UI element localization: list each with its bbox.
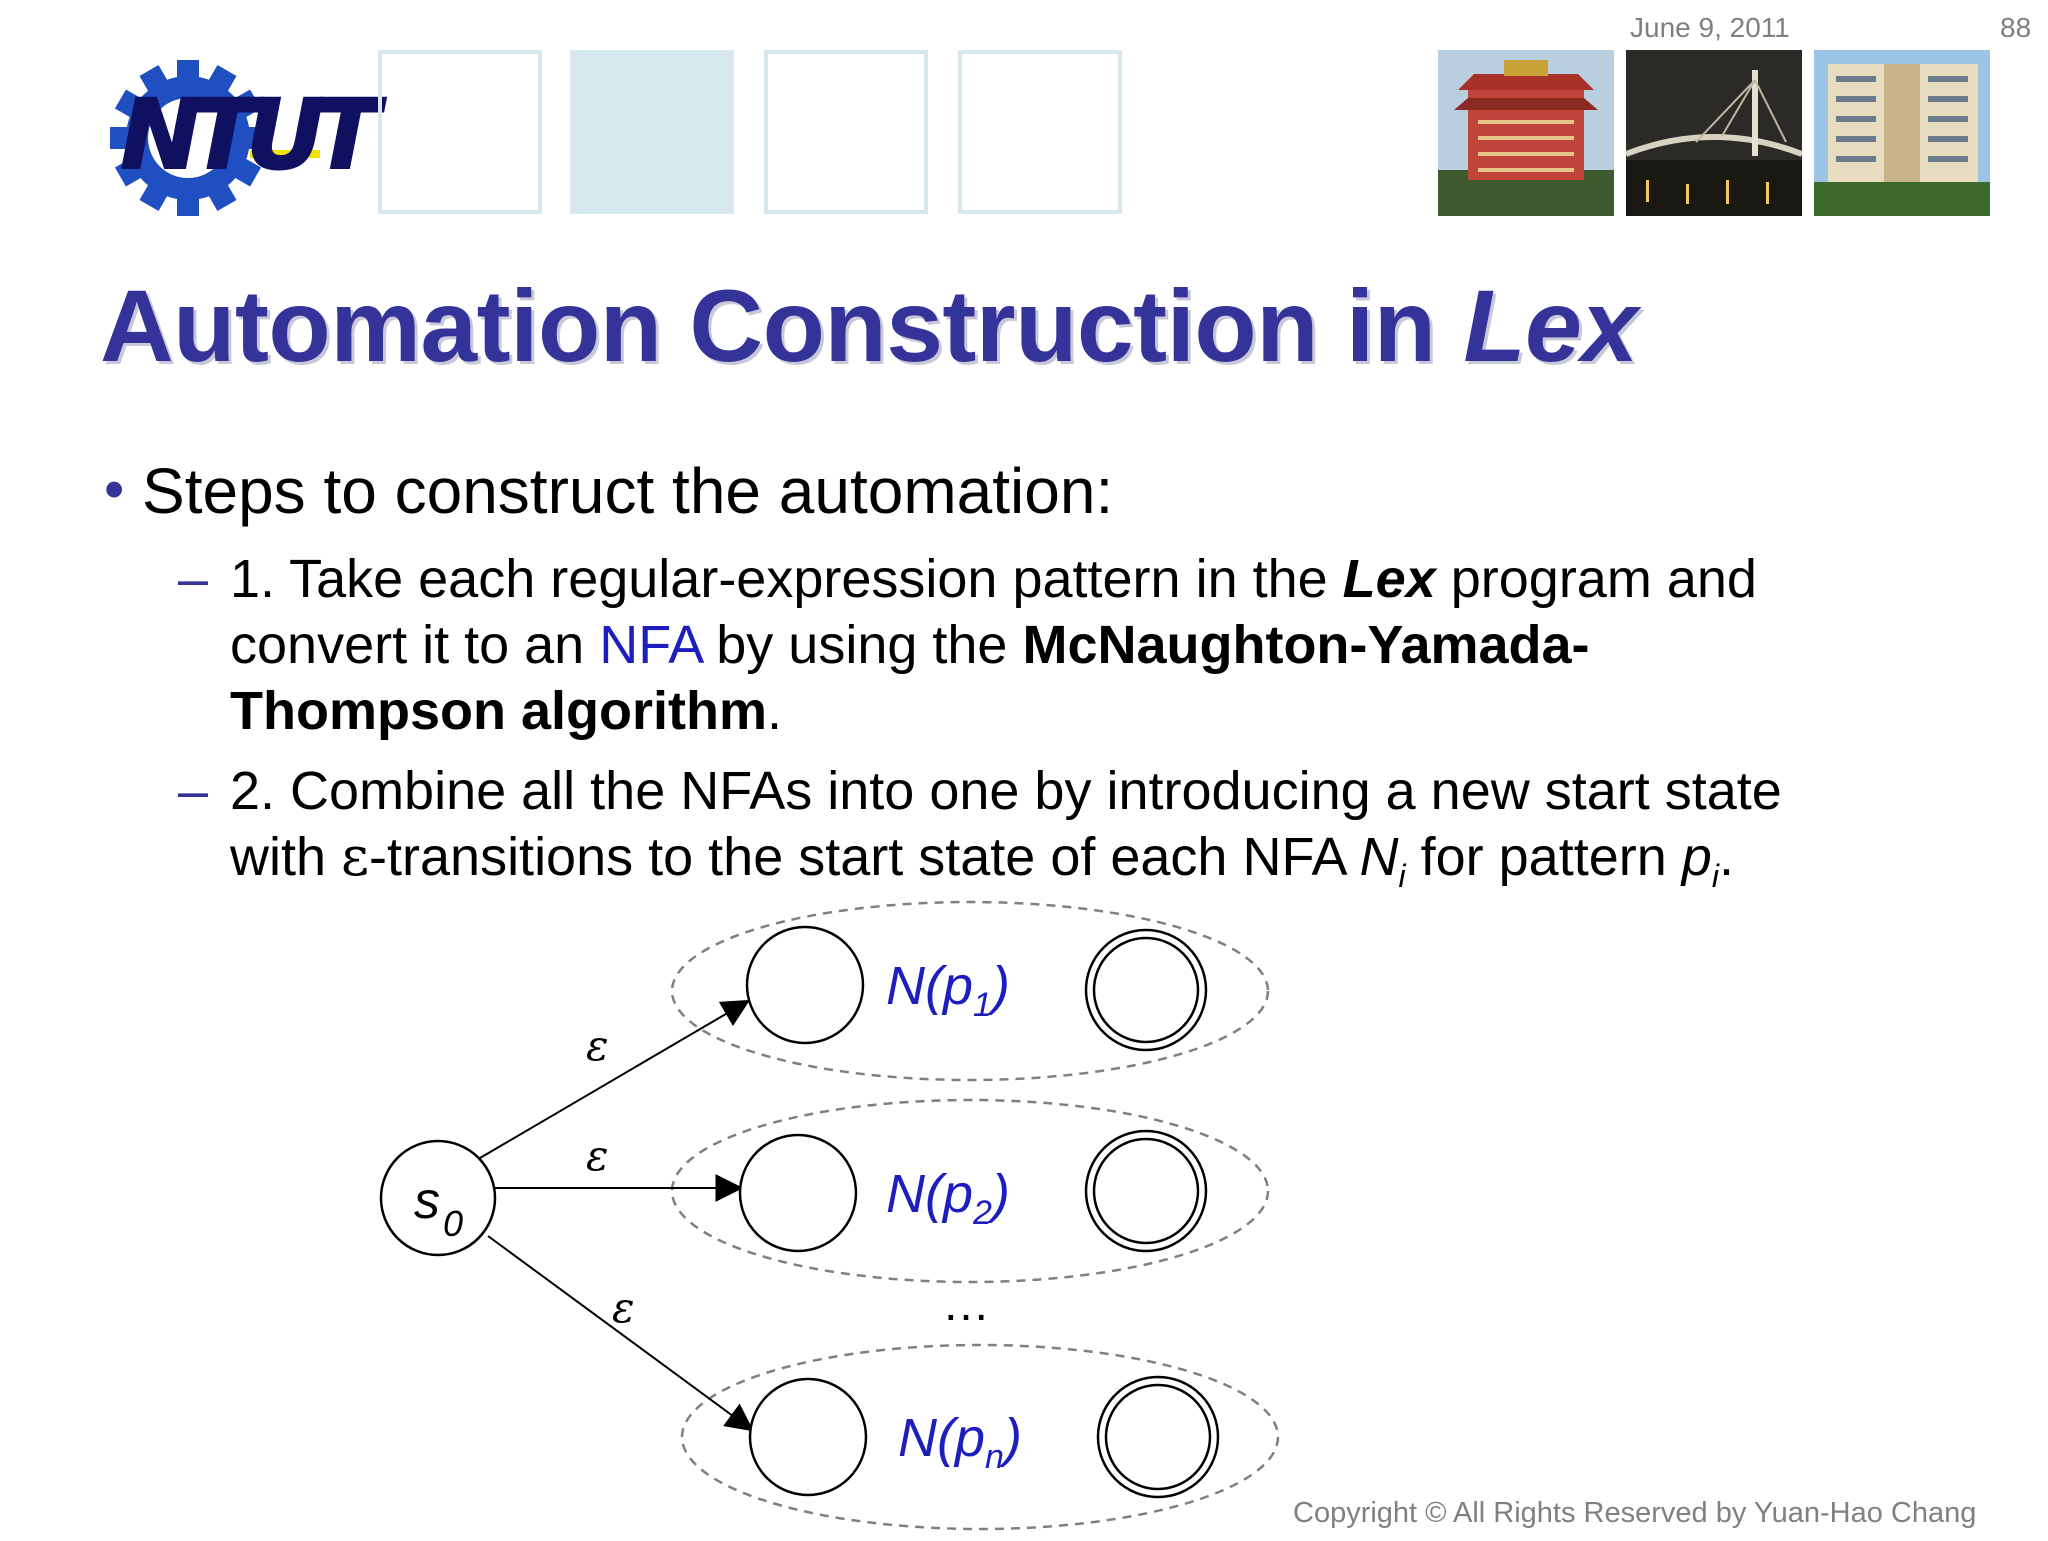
bullet-marker: •	[104, 457, 125, 522]
logo-lettering: NTUT	[120, 79, 370, 191]
nfa-2-start-state	[740, 1135, 856, 1251]
nfa-1-label: $N(p_1)$	[886, 956, 1010, 1024]
nfa-n-label: $N(p_n)$	[898, 1408, 1022, 1476]
title-text: Automation Construction in	[100, 269, 1464, 383]
decorative-square	[958, 50, 1122, 214]
university-logo	[100, 48, 370, 218]
more-nfas-ellipsis: …	[942, 1278, 990, 1331]
decorative-square	[378, 50, 542, 214]
start-state-label: s	[414, 1172, 440, 1230]
start-state-subscript: 0	[443, 1203, 464, 1244]
step1-line1: 1. Take each regular-expression pattern in the Lex program and	[230, 549, 1757, 609]
dash-marker: –	[178, 761, 209, 821]
algorithm-name: McNaughton-Yamada-	[1022, 615, 1590, 675]
step1-line2: convert it to an NFA by using the McNaughton-Yamada-	[230, 615, 1590, 675]
epsilon-transition-n	[488, 1236, 752, 1430]
nfa-2-accept-state	[1086, 1131, 1206, 1251]
nfa-2-label: $N(p_2)$	[886, 1164, 1010, 1232]
slide-date: June 9, 2011	[1630, 12, 1790, 43]
step1-line3: Thompson algorithm.	[230, 681, 782, 741]
lex-emphasis: Lex	[1342, 549, 1436, 609]
nfa-term: NFA	[599, 615, 702, 675]
photo-grand-hotel	[1438, 50, 1614, 216]
epsilon-label-2: ε	[586, 1131, 609, 1180]
dash-marker: –	[178, 549, 209, 609]
epsilon-label-n: ε	[612, 1283, 635, 1332]
slide-title	[100, 268, 1638, 385]
nfa-n-accept-state	[1098, 1377, 1218, 1497]
nfa-1-start-state	[747, 927, 863, 1043]
decorative-square	[764, 50, 928, 214]
epsilon-transition-1	[480, 1001, 748, 1158]
title-lex: Lex	[1463, 269, 1638, 383]
bullet-heading: Steps to construct the automation:	[142, 455, 1114, 527]
step2-line2: with ε-transitions to the start state of each NFA $N_i$ for pattern $p_i$.	[230, 825, 1734, 894]
step2-line1: 2. Combine all the NFAs into one by introducing a new start state	[230, 761, 1782, 821]
nfa-1-accept-state	[1086, 930, 1206, 1050]
page-number: 88	[2000, 12, 2032, 43]
nfa-n-start-state	[750, 1379, 866, 1495]
epsilon-label-1: ε	[586, 1021, 609, 1070]
nfa-combination-diagram	[0, 880, 2048, 1536]
decorative-square	[570, 50, 734, 214]
photo-campus-building	[1814, 50, 1990, 216]
copyright-footer: Copyright © All Rights Reserved by Yuan-Hao Chang	[1293, 1497, 1977, 1529]
photo-bridge-night	[1626, 50, 1802, 216]
